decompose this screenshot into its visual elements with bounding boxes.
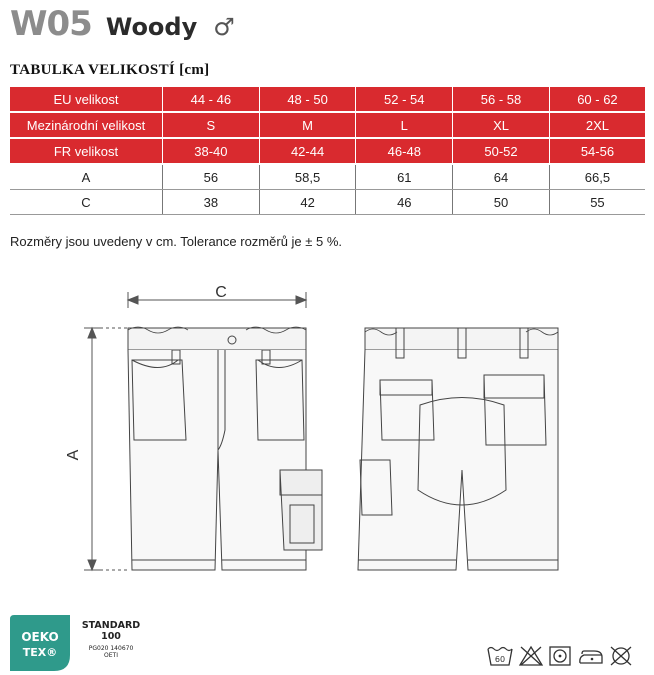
shorts-front-view: [128, 327, 322, 570]
oeko-standard-block: [78, 620, 144, 659]
size-table-row-label: A: [10, 164, 163, 190]
size-table-cell: 61: [356, 164, 453, 190]
standard-number: 100: [101, 631, 121, 642]
size-table-cell: 56 - 58: [453, 87, 550, 112]
dimension-c-label: C: [215, 284, 227, 301]
size-table-cell: S: [163, 112, 260, 138]
size-table-cell: 52 - 54: [356, 87, 453, 112]
size-table-cell: M: [259, 112, 356, 138]
wash-temp-label: 60: [494, 655, 506, 664]
care-symbols: [486, 645, 634, 667]
size-table-cell: 46-48: [356, 138, 453, 164]
shorts-technical-drawing: [60, 280, 620, 580]
oeko-logo-line2: TEX®: [22, 646, 58, 659]
size-table-cell: 44 - 46: [163, 87, 260, 112]
oeko-tex-logo: [10, 615, 70, 671]
iron-icon: [576, 645, 604, 667]
size-table-cell: 50-52: [453, 138, 550, 164]
size-table: [10, 87, 645, 215]
size-table-row: [10, 87, 645, 112]
product-code: W05: [10, 4, 92, 44]
dimension-a-label: A: [65, 449, 82, 461]
standard-label: STANDARD: [81, 620, 141, 631]
size-table-row: [10, 112, 645, 138]
size-table-cell: 54-56: [549, 138, 645, 164]
size-table-cell: 42: [259, 190, 356, 215]
no-bleach-icon: [518, 645, 544, 667]
size-table-row-label: FR velikost: [10, 138, 163, 164]
wash-60-icon: [486, 645, 514, 667]
size-table-cell: 2XL: [549, 112, 645, 138]
size-table-row-label: C: [10, 190, 163, 215]
size-table-cell: 42-44: [259, 138, 356, 164]
size-table-row: [10, 138, 645, 164]
tumble-dry-icon: [548, 645, 572, 667]
size-table-cell: 46: [356, 190, 453, 215]
size-table-cell: 56: [163, 164, 260, 190]
size-table-cell: 38: [163, 190, 260, 215]
certificate-institute: OETI: [104, 652, 118, 659]
size-table-title: TABULKA VELIKOSTÍ [cm]: [10, 62, 210, 78]
male-icon: ♂: [213, 13, 235, 41]
oeko-logo-line1: OEKO: [21, 630, 59, 644]
size-table-row-label: Mezinárodní velikost: [10, 112, 163, 138]
size-table-row: [10, 164, 645, 190]
no-dryclean-icon: [608, 645, 634, 667]
size-table-cell: 64: [453, 164, 550, 190]
size-table-row-label: EU velikost: [10, 87, 163, 112]
size-table-cell: 48 - 50: [259, 87, 356, 112]
size-table-cell: XL: [453, 112, 550, 138]
size-table-cell: 66,5: [549, 164, 645, 190]
product-name: Woody: [105, 13, 198, 41]
tolerance-note: Rozměry jsou uvedeny v cm. Tolerance rozměrů je ± 5 %.: [10, 234, 343, 249]
size-table-cell: 55: [549, 190, 645, 215]
size-table-cell: 38-40: [163, 138, 260, 164]
size-table-cell: 60 - 62: [549, 87, 645, 112]
certificate-code: PG020 140670: [88, 645, 134, 652]
size-table-row: [10, 190, 645, 215]
size-table-cell: 50: [453, 190, 550, 215]
size-table-cell: L: [356, 112, 453, 138]
product-header: [10, 4, 235, 48]
shorts-back-view: [358, 328, 558, 570]
size-table-cell: 58,5: [259, 164, 356, 190]
